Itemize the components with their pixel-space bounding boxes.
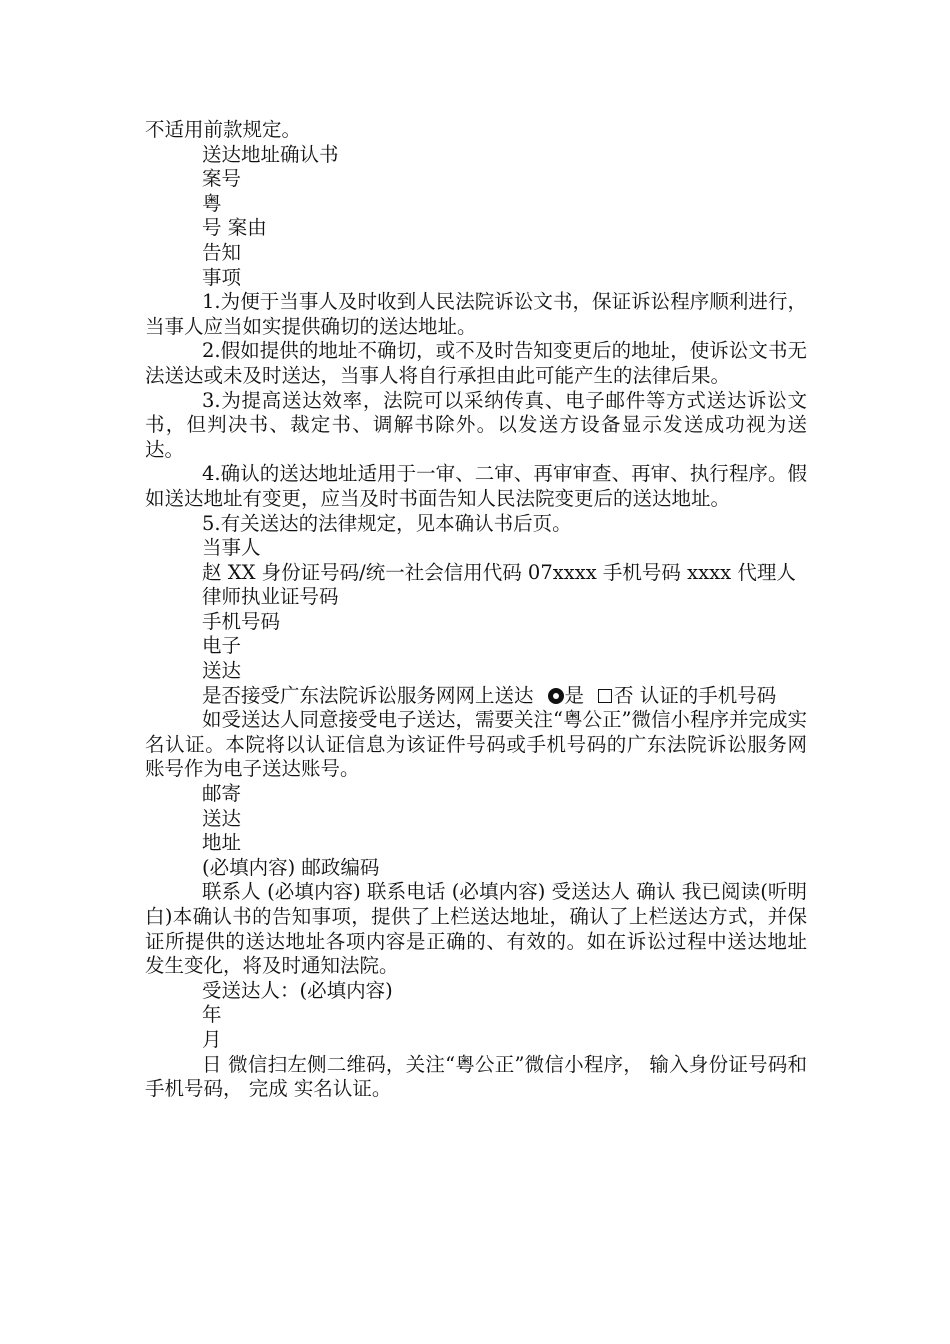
field-label-delivery: 送达 — [202, 659, 242, 683]
field-label-lawyer-license: 律师执业证号码 — [202, 585, 339, 609]
field-label-electronic: 电子 — [202, 634, 242, 658]
document-title: 送达地址确认书 — [202, 142, 339, 166]
section-label-notice: 告知 — [202, 240, 242, 264]
field-label-case-cause: 号 案由 — [202, 216, 267, 240]
field-label-address: 地址 — [202, 831, 242, 855]
field-label-case-number: 案号 — [202, 167, 242, 191]
case-number-prefix: 粤 — [202, 191, 222, 215]
checkbox-empty-icon[interactable] — [598, 689, 612, 703]
notice-item-5: 5.有关送达的法律规定，见本确认书后页。 — [202, 511, 572, 535]
notice-item-3: 3.为提高送达效率，法院可以采纳传真、电子邮件等方式送达诉讼文书，但判决书、裁定书、调解书除外。以发送方设备显示发送成功视为送达。 — [145, 388, 807, 461]
online-delivery-question — [145, 684, 807, 709]
notice-item-4: 4.确认的送达地址适用于一审、二审、再审审查、再审、执行程序。假如送达地址有变更，应当及时书面告知人民法院变更后的送达地址。 — [145, 462, 807, 510]
option-yes-label: 是 — [564, 683, 585, 707]
certified-phone-label: 认证的手机号码 — [633, 683, 777, 707]
section-label-items: 事项 — [202, 265, 242, 289]
date-year-label: 年 — [202, 1003, 222, 1027]
document-page — [145, 118, 807, 1102]
notice-item-2: 2.假如提供的地址不确切，或不及时告知变更后的地址，使诉讼文书无法送达或未及时送达，当事人将自行承担由此可能产生的法律后果。 — [145, 339, 807, 387]
paragraph: 不适用前款规定。 — [145, 118, 302, 141]
confirmation-statement: 联系人 (必填内容) 联系电话 (必填内容) 受送达人 确认 我已阅读(听明白)本确认书的告知事项，提供了上栏送达地址，确认了上栏送达方式，并保证所提供的送达地址各项内容是正确的、有效的。如在诉讼过程中送达地址发生变化，将及时通知法院。 — [145, 880, 807, 978]
field-label-mail-delivery: 送达 — [202, 806, 242, 830]
radio-selected-icon[interactable] — [548, 688, 564, 704]
wechat-instruction: 日 微信扫左侧二维码，关注“粤公正”微信小程序， 输入身份证号码和手机号码， 完成 实名认证。 — [145, 1052, 807, 1101]
notice-item-1: 1.为便于当事人及时收到人民法院诉讼文书，保证诉讼程序顺利进行，当事人应当如实提供确切的送达地址。 — [145, 290, 807, 338]
party-info-line: 赵 XX 身份证号码/统一社会信用代码 07xxxx 手机号码 xxxx 代理人 — [202, 560, 796, 584]
online-delivery-question-text: 是否接受广东法院诉讼服务网网上送达 — [202, 683, 534, 707]
electronic-delivery-note: 如受送达人同意接受电子送达，需要关注“粤公正”微信小程序并完成实名认证。本院将以认证信息为该证件号码或手机号码的广东法院诉讼服务网账号作为电子送达账号。 — [145, 708, 807, 781]
date-month-label: 月 — [202, 1027, 222, 1051]
field-postal-code: (必填内容) 邮政编码 — [202, 855, 380, 879]
field-label-party: 当事人 — [202, 536, 261, 560]
recipient-signature-line: 受送达人：(必填内容) — [202, 978, 393, 1002]
field-label-phone: 手机号码 — [202, 609, 281, 633]
field-label-mail: 邮寄 — [202, 782, 242, 806]
option-no-label: 否 — [614, 683, 634, 707]
